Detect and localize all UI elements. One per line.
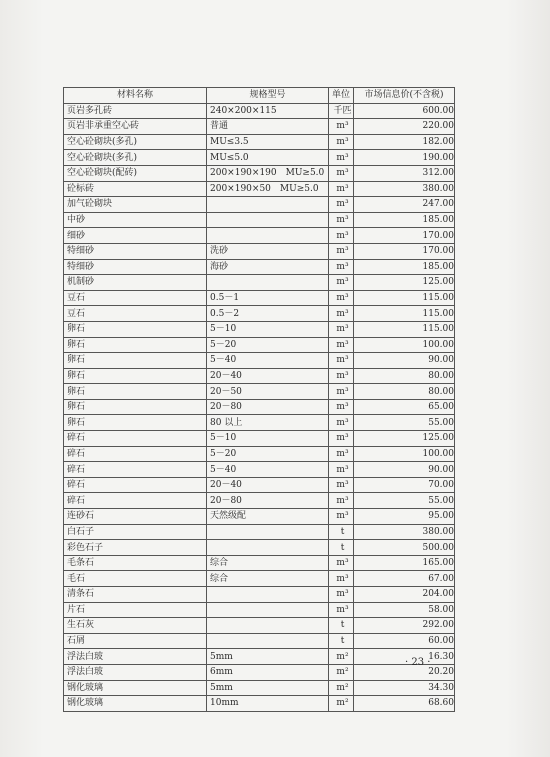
table-row	[64, 337, 455, 353]
cell-material-name: 卵石	[64, 353, 207, 369]
table-row	[64, 555, 455, 571]
table-row	[64, 524, 455, 540]
table-row	[64, 649, 455, 665]
cell-material-name: 碎石	[64, 462, 207, 478]
cell-spec: 10mm	[207, 696, 329, 712]
cell-price: 55.00	[354, 415, 455, 431]
cell-material-name: 页岩非承重空心砖	[64, 119, 207, 135]
cell-price: 125.00	[354, 431, 455, 447]
table-row	[64, 696, 455, 712]
table-row	[64, 571, 455, 587]
cell-unit: m³	[329, 290, 354, 306]
table-row	[64, 321, 455, 337]
cell-spec: 240×200×115	[207, 103, 329, 119]
cell-material-name: 碎石	[64, 431, 207, 447]
cell-price: 190.00	[354, 150, 455, 166]
cell-material-name: 特细砂	[64, 259, 207, 275]
cell-price: 380.00	[354, 181, 455, 197]
cell-material-name: 卵石	[64, 415, 207, 431]
cell-spec: 洗砂	[207, 243, 329, 259]
table-row	[64, 618, 455, 634]
table-row	[64, 399, 455, 415]
table-row	[64, 150, 455, 166]
table-row	[64, 680, 455, 696]
cell-material-name: 毛石	[64, 571, 207, 587]
cell-spec: 20－80	[207, 493, 329, 509]
cell-material-name: 空心砼砌块(多孔)	[64, 134, 207, 150]
table-row	[64, 103, 455, 119]
cell-unit: m³	[329, 415, 354, 431]
cell-material-name: 豆石	[64, 306, 207, 322]
cell-spec: 天然级配	[207, 509, 329, 525]
cell-spec	[207, 540, 329, 556]
cell-price: 170.00	[354, 228, 455, 244]
cell-spec	[207, 618, 329, 634]
column-header-unit: 单位	[329, 88, 354, 104]
cell-price: 247.00	[354, 197, 455, 213]
table-row	[64, 228, 455, 244]
cell-unit: m³	[329, 150, 354, 166]
cell-unit: m³	[329, 555, 354, 571]
cell-unit: m³	[329, 571, 354, 587]
cell-unit: t	[329, 540, 354, 556]
table-row	[64, 664, 455, 680]
cell-unit: m³	[329, 353, 354, 369]
table-row	[64, 181, 455, 197]
cell-price: 115.00	[354, 306, 455, 322]
table-row	[64, 165, 455, 181]
table-header-row	[64, 88, 455, 104]
cell-unit: m²	[329, 664, 354, 680]
cell-price: 68.60	[354, 696, 455, 712]
cell-material-name: 卵石	[64, 384, 207, 400]
table-row	[64, 477, 455, 493]
cell-unit: m³	[329, 368, 354, 384]
table-row	[64, 446, 455, 462]
cell-spec: 20－40	[207, 368, 329, 384]
cell-price: 312.00	[354, 165, 455, 181]
cell-spec	[207, 275, 329, 291]
cell-spec	[207, 228, 329, 244]
cell-material-name: 白石子	[64, 524, 207, 540]
cell-price: 80.00	[354, 384, 455, 400]
cell-spec	[207, 587, 329, 603]
column-header-price: 市场信息价(不含税)	[354, 88, 455, 104]
cell-price: 185.00	[354, 212, 455, 228]
cell-unit: t	[329, 618, 354, 634]
cell-unit: m³	[329, 431, 354, 447]
column-header-spec: 规格型号	[207, 88, 329, 104]
cell-price: 182.00	[354, 134, 455, 150]
table-row	[64, 384, 455, 400]
table-body	[64, 103, 455, 711]
cell-material-name: 空心砼砌块(多孔)	[64, 150, 207, 166]
table-row	[64, 633, 455, 649]
cell-price: 65.00	[354, 399, 455, 415]
table-row	[64, 119, 455, 135]
cell-price: 100.00	[354, 337, 455, 353]
cell-price: 600.00	[354, 103, 455, 119]
cell-spec	[207, 197, 329, 213]
cell-material-name: 毛条石	[64, 555, 207, 571]
cell-price: 292.00	[354, 618, 455, 634]
column-header-name: 材料名称	[64, 88, 207, 104]
cell-spec: 海砂	[207, 259, 329, 275]
table-row	[64, 493, 455, 509]
cell-spec: 5－20	[207, 446, 329, 462]
cell-material-name: 片石	[64, 602, 207, 618]
cell-unit: m³	[329, 493, 354, 509]
cell-spec: 5－10	[207, 431, 329, 447]
cell-unit: m³	[329, 228, 354, 244]
cell-unit: t	[329, 633, 354, 649]
cell-unit: m³	[329, 119, 354, 135]
cell-spec	[207, 524, 329, 540]
cell-spec: 0.5－2	[207, 306, 329, 322]
table-row	[64, 275, 455, 291]
cell-spec	[207, 602, 329, 618]
cell-spec	[207, 212, 329, 228]
cell-price: 220.00	[354, 119, 455, 135]
cell-price: 115.00	[354, 290, 455, 306]
cell-material-name: 钢化玻璃	[64, 680, 207, 696]
cell-material-name: 砼标砖	[64, 181, 207, 197]
cell-material-name: 卵石	[64, 399, 207, 415]
table-row	[64, 431, 455, 447]
cell-material-name: 生石灰	[64, 618, 207, 634]
cell-price: 95.00	[354, 509, 455, 525]
table-row	[64, 540, 455, 556]
cell-unit: m³	[329, 587, 354, 603]
cell-spec: 5mm	[207, 680, 329, 696]
cell-unit: m³	[329, 212, 354, 228]
cell-price: 90.00	[354, 353, 455, 369]
cell-spec: 5－20	[207, 337, 329, 353]
cell-material-name: 碎石	[64, 493, 207, 509]
cell-spec: MU≤3.5	[207, 134, 329, 150]
table-row	[64, 259, 455, 275]
cell-material-name: 卵石	[64, 368, 207, 384]
cell-spec: 20－40	[207, 477, 329, 493]
table-row	[64, 602, 455, 618]
cell-spec: 0.5－1	[207, 290, 329, 306]
cell-price: 20.20	[354, 664, 455, 680]
cell-material-name: 机制砂	[64, 275, 207, 291]
cell-unit: m³	[329, 306, 354, 322]
cell-unit: m³	[329, 321, 354, 337]
table-row	[64, 212, 455, 228]
cell-material-name: 卵石	[64, 337, 207, 353]
cell-unit: m³	[329, 399, 354, 415]
table-row	[64, 134, 455, 150]
cell-unit: 千匹	[329, 103, 354, 119]
cell-price: 16.30	[354, 649, 455, 665]
cell-spec: 5－40	[207, 462, 329, 478]
cell-price: 100.00	[354, 446, 455, 462]
cell-material-name: 卵石	[64, 321, 207, 337]
cell-price: 500.00	[354, 540, 455, 556]
cell-unit: m²	[329, 680, 354, 696]
table-row	[64, 290, 455, 306]
cell-price: 165.00	[354, 555, 455, 571]
table-row	[64, 306, 455, 322]
cell-price: 80.00	[354, 368, 455, 384]
cell-spec: 综合	[207, 555, 329, 571]
cell-spec: 20－80	[207, 399, 329, 415]
cell-unit: m³	[329, 165, 354, 181]
cell-price: 185.00	[354, 259, 455, 275]
cell-unit: m²	[329, 696, 354, 712]
cell-material-name: 中砂	[64, 212, 207, 228]
table-row	[64, 368, 455, 384]
cell-spec: 80 以上	[207, 415, 329, 431]
cell-unit: m³	[329, 134, 354, 150]
cell-spec: MU≤5.0	[207, 150, 329, 166]
cell-unit: m³	[329, 259, 354, 275]
cell-unit: m³	[329, 462, 354, 478]
cell-spec: 200×190×50 MU≥5.0	[207, 181, 329, 197]
cell-price: 170.00	[354, 243, 455, 259]
cell-unit: m³	[329, 602, 354, 618]
cell-unit: m³	[329, 337, 354, 353]
cell-material-name: 连砂石	[64, 509, 207, 525]
cell-spec: 5－40	[207, 353, 329, 369]
cell-spec: 综合	[207, 571, 329, 587]
cell-price: 34.30	[354, 680, 455, 696]
material-price-table	[63, 87, 455, 712]
cell-material-name: 碎石	[64, 446, 207, 462]
cell-unit: m³	[329, 197, 354, 213]
cell-price: 380.00	[354, 524, 455, 540]
cell-material-name: 特细砂	[64, 243, 207, 259]
cell-unit: m³	[329, 509, 354, 525]
cell-spec: 5mm	[207, 649, 329, 665]
cell-material-name: 豆石	[64, 290, 207, 306]
cell-spec: 普通	[207, 119, 329, 135]
table-row	[64, 243, 455, 259]
cell-spec: 20－50	[207, 384, 329, 400]
cell-price: 115.00	[354, 321, 455, 337]
table-row	[64, 415, 455, 431]
cell-price: 55.00	[354, 493, 455, 509]
cell-material-name: 清条石	[64, 587, 207, 603]
cell-unit: m³	[329, 275, 354, 291]
cell-unit: m³	[329, 384, 354, 400]
table-row	[64, 509, 455, 525]
cell-unit: m³	[329, 477, 354, 493]
cell-price: 90.00	[354, 462, 455, 478]
cell-spec: 5－10	[207, 321, 329, 337]
cell-unit: m³	[329, 243, 354, 259]
cell-price: 70.00	[354, 477, 455, 493]
cell-unit: m³	[329, 446, 354, 462]
cell-spec: 200×190×190 MU≥5.0	[207, 165, 329, 181]
cell-unit: t	[329, 524, 354, 540]
cell-material-name: 石屑	[64, 633, 207, 649]
cell-price: 67.00	[354, 571, 455, 587]
cell-material-name: 细砂	[64, 228, 207, 244]
cell-spec: 6mm	[207, 664, 329, 680]
cell-unit: m²	[329, 649, 354, 665]
table-row	[64, 353, 455, 369]
cell-price: 204.00	[354, 587, 455, 603]
cell-spec	[207, 633, 329, 649]
page-number: · 23 ·	[405, 657, 431, 668]
table-row	[64, 197, 455, 213]
cell-material-name: 浮法白玻	[64, 664, 207, 680]
cell-material-name: 空心砼砌块(配砖)	[64, 165, 207, 181]
cell-material-name: 加气砼砌块	[64, 197, 207, 213]
cell-price: 58.00	[354, 602, 455, 618]
table-row	[64, 587, 455, 603]
cell-unit: m³	[329, 181, 354, 197]
table-row	[64, 462, 455, 478]
cell-material-name: 碎石	[64, 477, 207, 493]
cell-price: 125.00	[354, 275, 455, 291]
cell-material-name: 彩色石子	[64, 540, 207, 556]
cell-price: 60.00	[354, 633, 455, 649]
cell-material-name: 页岩多孔砖	[64, 103, 207, 119]
cell-material-name: 浮法白玻	[64, 649, 207, 665]
cell-material-name: 钢化玻璃	[64, 696, 207, 712]
